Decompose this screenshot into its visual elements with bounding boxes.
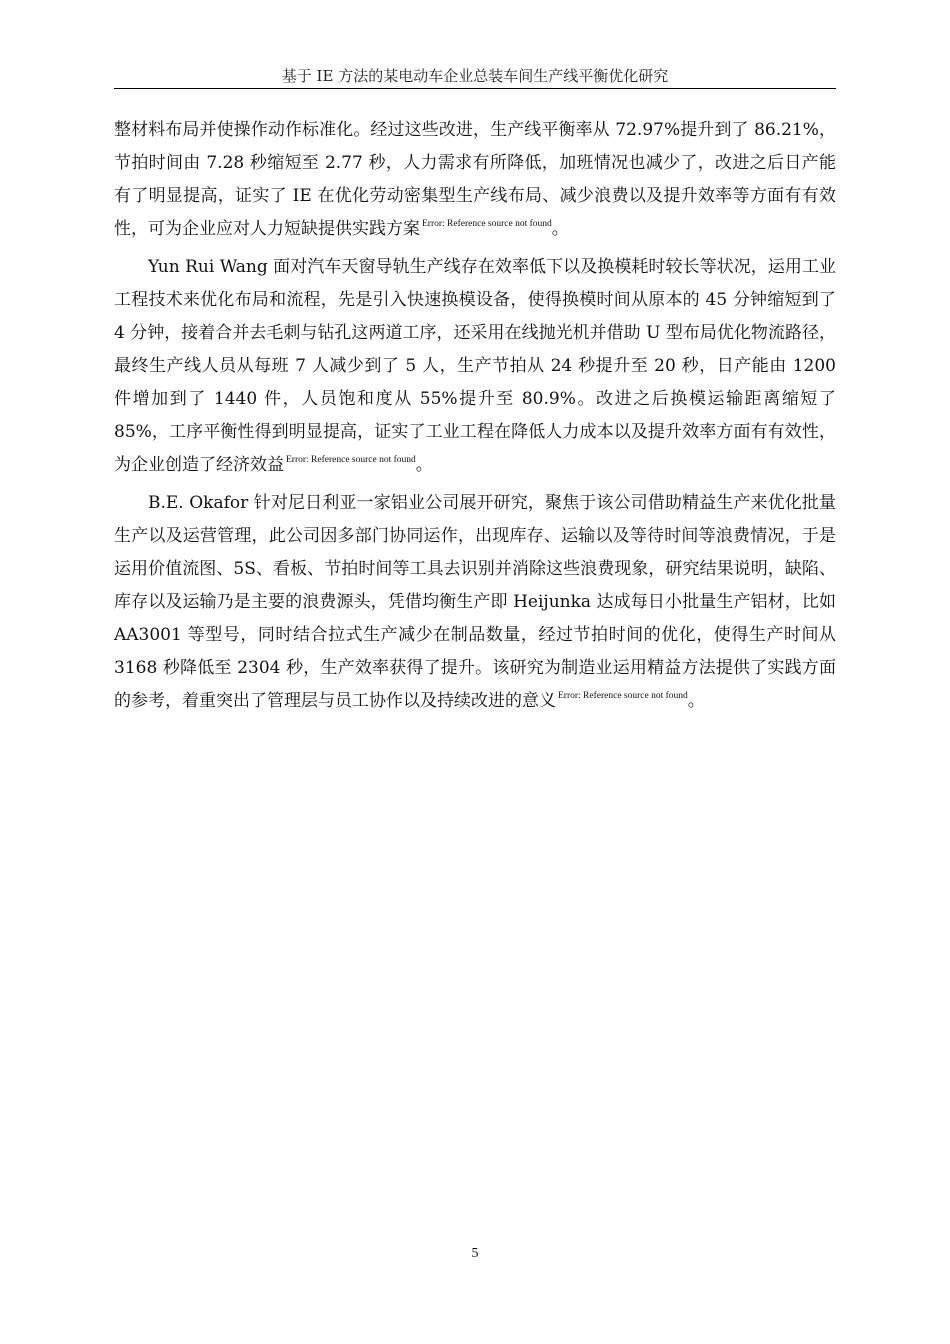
page-number: 5 [471, 1246, 479, 1261]
reference-error: Error: Reference source not found [286, 455, 416, 465]
paragraph-3 [114, 487, 836, 718]
paragraph-text: Yun Rui Wang 面对汽车天窗导轨生产线存在效率低下以及换模耗时较长等状况，运用工业工程技术来优化布局和流程，先是引入快速换模设备，使得换模时间从原本的 45 分钟缩短到了 4 分钟，接着合并去毛刺与钻孔这两道工序，还采用在线抛光机并借助 U 型布局优化物流路径，最终生产线人员从每班 7 人减少到了 5 人，生产节拍从 24 秒提升至 20 秒，日产能由 1200 件增加到了 1440 件，人员饱和度从 55%提升至 80.9%。改进之后换模运输距离缩短了 85%，工序平衡性得到明显提高，证实了工业工程在降低人力成本以及提升效率方面有有效性，为企业创造了经济效益 [114, 257, 836, 475]
body-text [114, 114, 836, 723]
reference-error: Error: Reference source not found [558, 691, 688, 701]
running-header [114, 66, 836, 89]
paragraph-end: 。 [415, 455, 433, 475]
paragraph-text: 整材料布局并使操作动作标准化。经过这些改进，生产线平衡率从 72.97%提升到了 86.21%，节拍时间由 7.28 秒缩短至 2.77 秒，人力需求有所降低，加班情况也减少了，改进之后日产能有了明显提高，证实了 IE 在优化劳动密集型生产线布局、减少浪费以及提升效率等方面有有效性，可为企业应对人力短缺提供实践方案 [114, 120, 836, 239]
paragraph-2 [114, 251, 836, 482]
paragraph-end: 。 [551, 219, 569, 239]
paragraph-1 [114, 114, 836, 246]
header-title: 基于 IE 方法的某电动车企业总装车间生产线平衡优化研究 [281, 67, 669, 85]
paragraph-end: 。 [687, 691, 705, 711]
reference-error: Error: Reference source not found [422, 219, 552, 229]
paragraph-text: B.E. Okafor 针对尼日利亚一家铝业公司展开研究，聚焦于该公司借助精益生产来优化批量生产以及运营管理，此公司因多部门协同运作，出现库存、运输以及等待时间等浪费情况，于是运用价值流图、5S、看板、节拍时间等工具去识别并消除这些浪费现象，研究结果说明，缺陷、库存以及运输乃是主要的浪费源头，凭借均衡生产即 Heijunka 达成每日小批量生产铝材，比如 AA3001 等型号，同时结合拉式生产减少在制品数量，经过节拍时间的优化，使得生产时间从 3168 秒降低至 2304 秒，生产效率获得了提升。该研究为制造业运用精益方法提供了实践方面的参考，着重突出了管理层与员工协作以及持续改进的意义 [114, 493, 836, 711]
